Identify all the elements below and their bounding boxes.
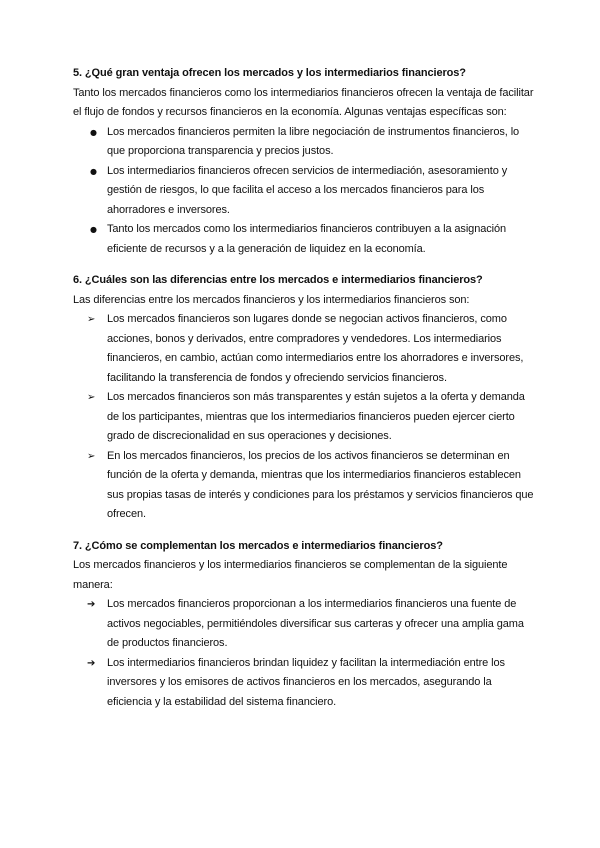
arrow-bullet-icon: ➔ [87,657,96,669]
section-heading: 5. ¿Qué gran ventaja ofrecen los mercados y los intermediarios financieros? [73,67,466,79]
section-heading: 6. ¿Cuáles son las diferencias entre los mercados e intermediarios financieros? [73,274,483,286]
list-item-text: En los mercados financieros, los precios de los activos financieros se determinan en función de la oferta y demanda, mientras que los intermediarios financieros establecen sus propias tasas de interés y condiciones para los préstamos y servicios financieros que ofrecen. [107,449,534,520]
list-item-text: Los mercados financieros permiten la libre negociación de instrumentos financieros, lo que proporciona transparencia y precios justos. [107,125,520,157]
list-item [73,447,535,525]
list-item-text: Los mercados financieros son más transparentes y están sujetos a la oferta y demanda de los participantes, mientras que los intermediarios financieros pueden ejercer cierto grado de discrecionalidad en sus operaciones y decisiones. [107,391,525,442]
arrowhead-bullet-icon: ➢ [87,392,96,403]
bullet-dot-icon: ● [90,127,97,137]
bullet-list [73,595,535,712]
list-item-text: Los mercados financieros proporcionan a los intermediarios financieros una fuente de activos negociables, permitiéndoles diversificar sus carteras y ofrecer una amplia gama de productos financieros. [107,598,524,649]
list-item-text: Los mercados financieros son lugares donde se negocian activos financieros, como acciones, bonos y derivados, entre compradores y vendedores. Los intermediarios financieros, en cambio, actúan como intermediarios entre los ahorradores e inversores, facilitando la transferencia de fondos y ofreciendo servicios financieros. [107,313,524,384]
section-intro: Las diferencias entre los mercados financieros y los intermediarios financieros son: [73,293,470,306]
bullet-dot-icon: ● [90,225,97,234]
section-6 [73,271,535,525]
list-item [73,310,535,388]
list-item [73,220,535,259]
bullet-list [73,123,535,260]
section-7 [73,537,535,713]
section-intro: Los mercados financieros y los intermediarios financieros se complementan de la siguiente manera: [73,559,508,591]
section-5 [73,64,535,259]
bullet-dot-icon: ● [90,166,97,176]
list-item-text: Tanto los mercados como los intermediarios financieros contribuyen a la asignación eficiente de recursos y a la generación de liquidez en la economía. [107,223,507,255]
document-page [73,64,535,724]
arrowhead-bullet-icon: ➢ [87,314,96,325]
list-item [73,162,535,221]
arrow-bullet-icon: ➔ [87,599,96,610]
list-item [73,595,535,654]
arrowhead-bullet-icon: ➢ [87,450,96,462]
list-item [73,654,535,713]
section-heading: 7. ¿Cómo se complementan los mercados e intermediarios financieros? [73,539,443,552]
list-item [73,388,535,447]
bullet-list [73,310,535,525]
list-item-text: Los intermediarios financieros brindan liquidez y facilitan la intermediación entre los inversores y los emisores de activos financieros en los mercados, asegurando la eficiencia y la estabilidad del sistema financiero. [107,656,505,708]
section-intro: Tanto los mercados financieros como los intermediarios financieros ofrecen la ventaja de facilitar el flujo de fondos y recursos financieros en la economía. Algunas ventajas específicas son: [73,86,534,118]
list-item-text: Los intermediarios financieros ofrecen servicios de intermediación, asesoramiento y gestión de riesgos, lo que facilita el acceso a los mercados financieros para los ahorradores e inversores. [107,164,508,216]
list-item [73,123,535,162]
